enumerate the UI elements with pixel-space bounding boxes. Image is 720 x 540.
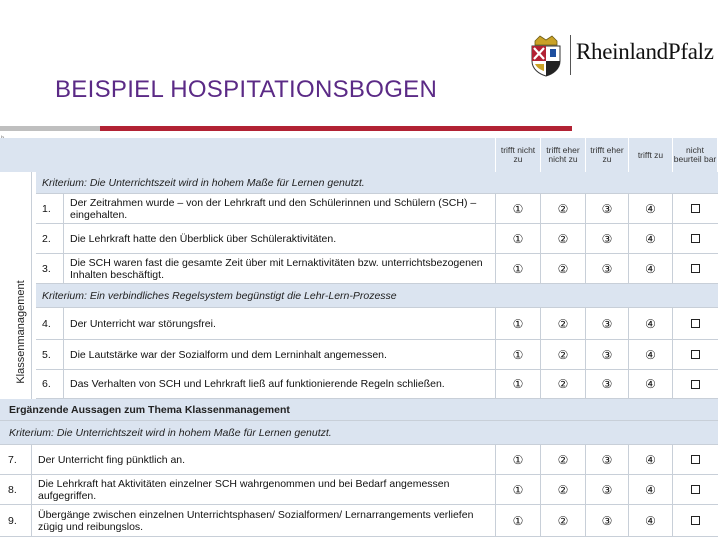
not-assessable-checkbox[interactable] bbox=[673, 254, 718, 283]
rating-option-1[interactable]: ① bbox=[496, 505, 541, 536]
rating-option-4[interactable]: ④ bbox=[629, 370, 673, 398]
table-row bbox=[36, 194, 718, 224]
checkbox-box bbox=[691, 350, 700, 359]
rating-option-3[interactable]: ③ bbox=[586, 370, 629, 398]
title-underline-red bbox=[100, 126, 572, 131]
row-statement: Der Unterricht war störungsfrei. bbox=[64, 308, 496, 339]
row-number: 2. bbox=[36, 224, 64, 253]
rating-option-4[interactable]: ④ bbox=[629, 254, 673, 283]
row-statement: Die Lehrkraft hat Aktivitäten einzelner SCH wahrgenommen und bei Bedarf angemessen aufgegriffen. bbox=[32, 475, 496, 504]
table-row bbox=[36, 224, 718, 254]
table-row bbox=[36, 308, 718, 340]
rating-option-3[interactable]: ③ bbox=[586, 194, 629, 223]
row-number: 3. bbox=[36, 254, 64, 283]
rating-option-2[interactable]: ② bbox=[541, 370, 586, 398]
col-header-trifft-nicht-zu: trifft nicht zu bbox=[496, 138, 541, 172]
rating-option-3[interactable]: ③ bbox=[586, 445, 629, 474]
rating-option-2[interactable]: ② bbox=[541, 505, 586, 536]
rating-option-4[interactable]: ④ bbox=[629, 194, 673, 223]
rating-option-3[interactable]: ③ bbox=[586, 340, 629, 369]
logo-divider bbox=[570, 35, 571, 75]
row-statement: Die Lautstärke war der Sozialform und dem Lerninhalt angemessen. bbox=[64, 340, 496, 369]
rating-option-3[interactable]: ③ bbox=[586, 254, 629, 283]
row-number: 1. bbox=[36, 194, 64, 223]
checkbox-box bbox=[691, 516, 700, 525]
rating-option-2[interactable]: ② bbox=[541, 445, 586, 474]
rating-option-4[interactable]: ④ bbox=[629, 224, 673, 253]
row-statement: Die SCH waren fast die gesamte Zeit über mit Lernaktivitäten bzw. unterrichtsbezogenen Inhalten beschäftigt. bbox=[64, 254, 496, 283]
rating-option-3[interactable]: ③ bbox=[586, 224, 629, 253]
rating-option-3[interactable]: ③ bbox=[586, 308, 629, 339]
rating-option-1[interactable]: ① bbox=[496, 224, 541, 253]
rating-option-3[interactable]: ③ bbox=[586, 505, 629, 536]
rating-option-1[interactable]: ① bbox=[496, 308, 541, 339]
rating-option-3[interactable]: ③ bbox=[586, 475, 629, 504]
not-assessable-checkbox[interactable] bbox=[673, 340, 718, 369]
not-assessable-checkbox[interactable] bbox=[673, 224, 718, 253]
rating-option-1[interactable]: ① bbox=[496, 370, 541, 398]
criterion-row: Kriterium: Die Unterrichtszeit wird in hohem Maße für Lernen genutzt. bbox=[36, 172, 718, 194]
title-underline-gray bbox=[0, 126, 100, 131]
rating-option-4[interactable]: ④ bbox=[629, 340, 673, 369]
coat-of-arms-icon bbox=[526, 35, 566, 77]
row-number: 4. bbox=[36, 308, 64, 339]
not-assessable-checkbox[interactable] bbox=[673, 308, 718, 339]
rating-option-2[interactable]: ② bbox=[541, 224, 586, 253]
table-row bbox=[36, 340, 718, 370]
sidebar bbox=[5, 172, 32, 420]
row-number: 6. bbox=[36, 370, 64, 398]
row-statement: Der Zeitrahmen wurde – von der Lehrkraft und den Schülerinnen und Schülern (SCH) – eingehalten. bbox=[64, 194, 496, 223]
rating-option-4[interactable]: ④ bbox=[629, 505, 673, 536]
not-assessable-checkbox[interactable] bbox=[673, 370, 718, 398]
header-blank bbox=[0, 138, 496, 172]
not-assessable-checkbox[interactable] bbox=[673, 475, 718, 504]
table-row bbox=[36, 370, 718, 399]
table-row bbox=[0, 475, 718, 505]
section-heading: Ergänzende Aussagen zum Thema Klassenmanagement bbox=[0, 399, 718, 421]
page-title: BEISPIEL HOSPITATIONSBOGEN bbox=[55, 76, 438, 103]
col-header-nicht-beurteilbar: nicht beurteil bar bbox=[673, 138, 718, 172]
rating-option-2[interactable]: ② bbox=[541, 475, 586, 504]
table-row bbox=[0, 505, 718, 537]
not-assessable-checkbox[interactable] bbox=[673, 505, 718, 536]
rating-option-4[interactable]: ④ bbox=[629, 308, 673, 339]
evaluation-sheet bbox=[0, 136, 720, 540]
rating-option-2[interactable]: ② bbox=[541, 254, 586, 283]
checkbox-box bbox=[691, 455, 700, 464]
checkbox-box bbox=[691, 234, 700, 243]
rating-option-1[interactable]: ① bbox=[496, 340, 541, 369]
row-statement: Der Unterricht fing pünktlich an. bbox=[32, 445, 496, 474]
checkbox-box bbox=[691, 204, 700, 213]
rating-option-2[interactable]: ② bbox=[541, 308, 586, 339]
col-header-trifft-eher-zu: trifft eher zu bbox=[586, 138, 629, 172]
row-number: 5. bbox=[36, 340, 64, 369]
checkbox-box bbox=[691, 485, 700, 494]
table-row bbox=[36, 254, 718, 284]
col-header-trifft-zu: trifft zu bbox=[629, 138, 673, 172]
rating-option-1[interactable]: ① bbox=[496, 254, 541, 283]
row-statement: Das Verhalten von SCH und Lehrkraft ließ auf funktionierende Regeln schließen. bbox=[64, 370, 496, 398]
rating-option-4[interactable]: ④ bbox=[629, 445, 673, 474]
rating-option-2[interactable]: ② bbox=[541, 194, 586, 223]
table-row bbox=[0, 445, 718, 475]
rating-option-1[interactable]: ① bbox=[496, 194, 541, 223]
sidebar-label: Klassenmanagement bbox=[15, 280, 27, 384]
rating-option-2[interactable]: ② bbox=[541, 340, 586, 369]
row-statement: Die Lehrkraft hatte den Überblick über Schüleraktivitäten. bbox=[64, 224, 496, 253]
criterion-row: Kriterium: Die Unterrichtszeit wird in hohem Maße für Lernen genutzt. bbox=[0, 421, 718, 445]
not-assessable-checkbox[interactable] bbox=[673, 194, 718, 223]
criterion-row: Kriterium: Ein verbindliches Regelsystem begünstigt die Lehr-Lern-Prozesse bbox=[36, 284, 718, 308]
rlp-logo bbox=[526, 33, 716, 79]
checkbox-box bbox=[691, 380, 700, 389]
checkbox-box bbox=[691, 264, 700, 273]
not-assessable-checkbox[interactable] bbox=[673, 445, 718, 474]
rating-option-1[interactable]: ① bbox=[496, 475, 541, 504]
checkbox-box bbox=[691, 319, 700, 328]
row-number: 9. bbox=[0, 505, 32, 536]
logo-text: RheinlandPfalz bbox=[576, 39, 714, 64]
col-header-trifft-eher-nicht-zu: trifft eher nicht zu bbox=[541, 138, 586, 172]
rating-option-4[interactable]: ④ bbox=[629, 475, 673, 504]
row-statement: Übergänge zwischen einzelnen Unterrichtsphasen/ Sozialformen/ Lernarrangements verliefen zügig und reibungslos. bbox=[32, 505, 496, 536]
row-number: 7. bbox=[0, 445, 32, 474]
row-number: 8. bbox=[0, 475, 32, 504]
rating-option-1[interactable]: ① bbox=[496, 445, 541, 474]
